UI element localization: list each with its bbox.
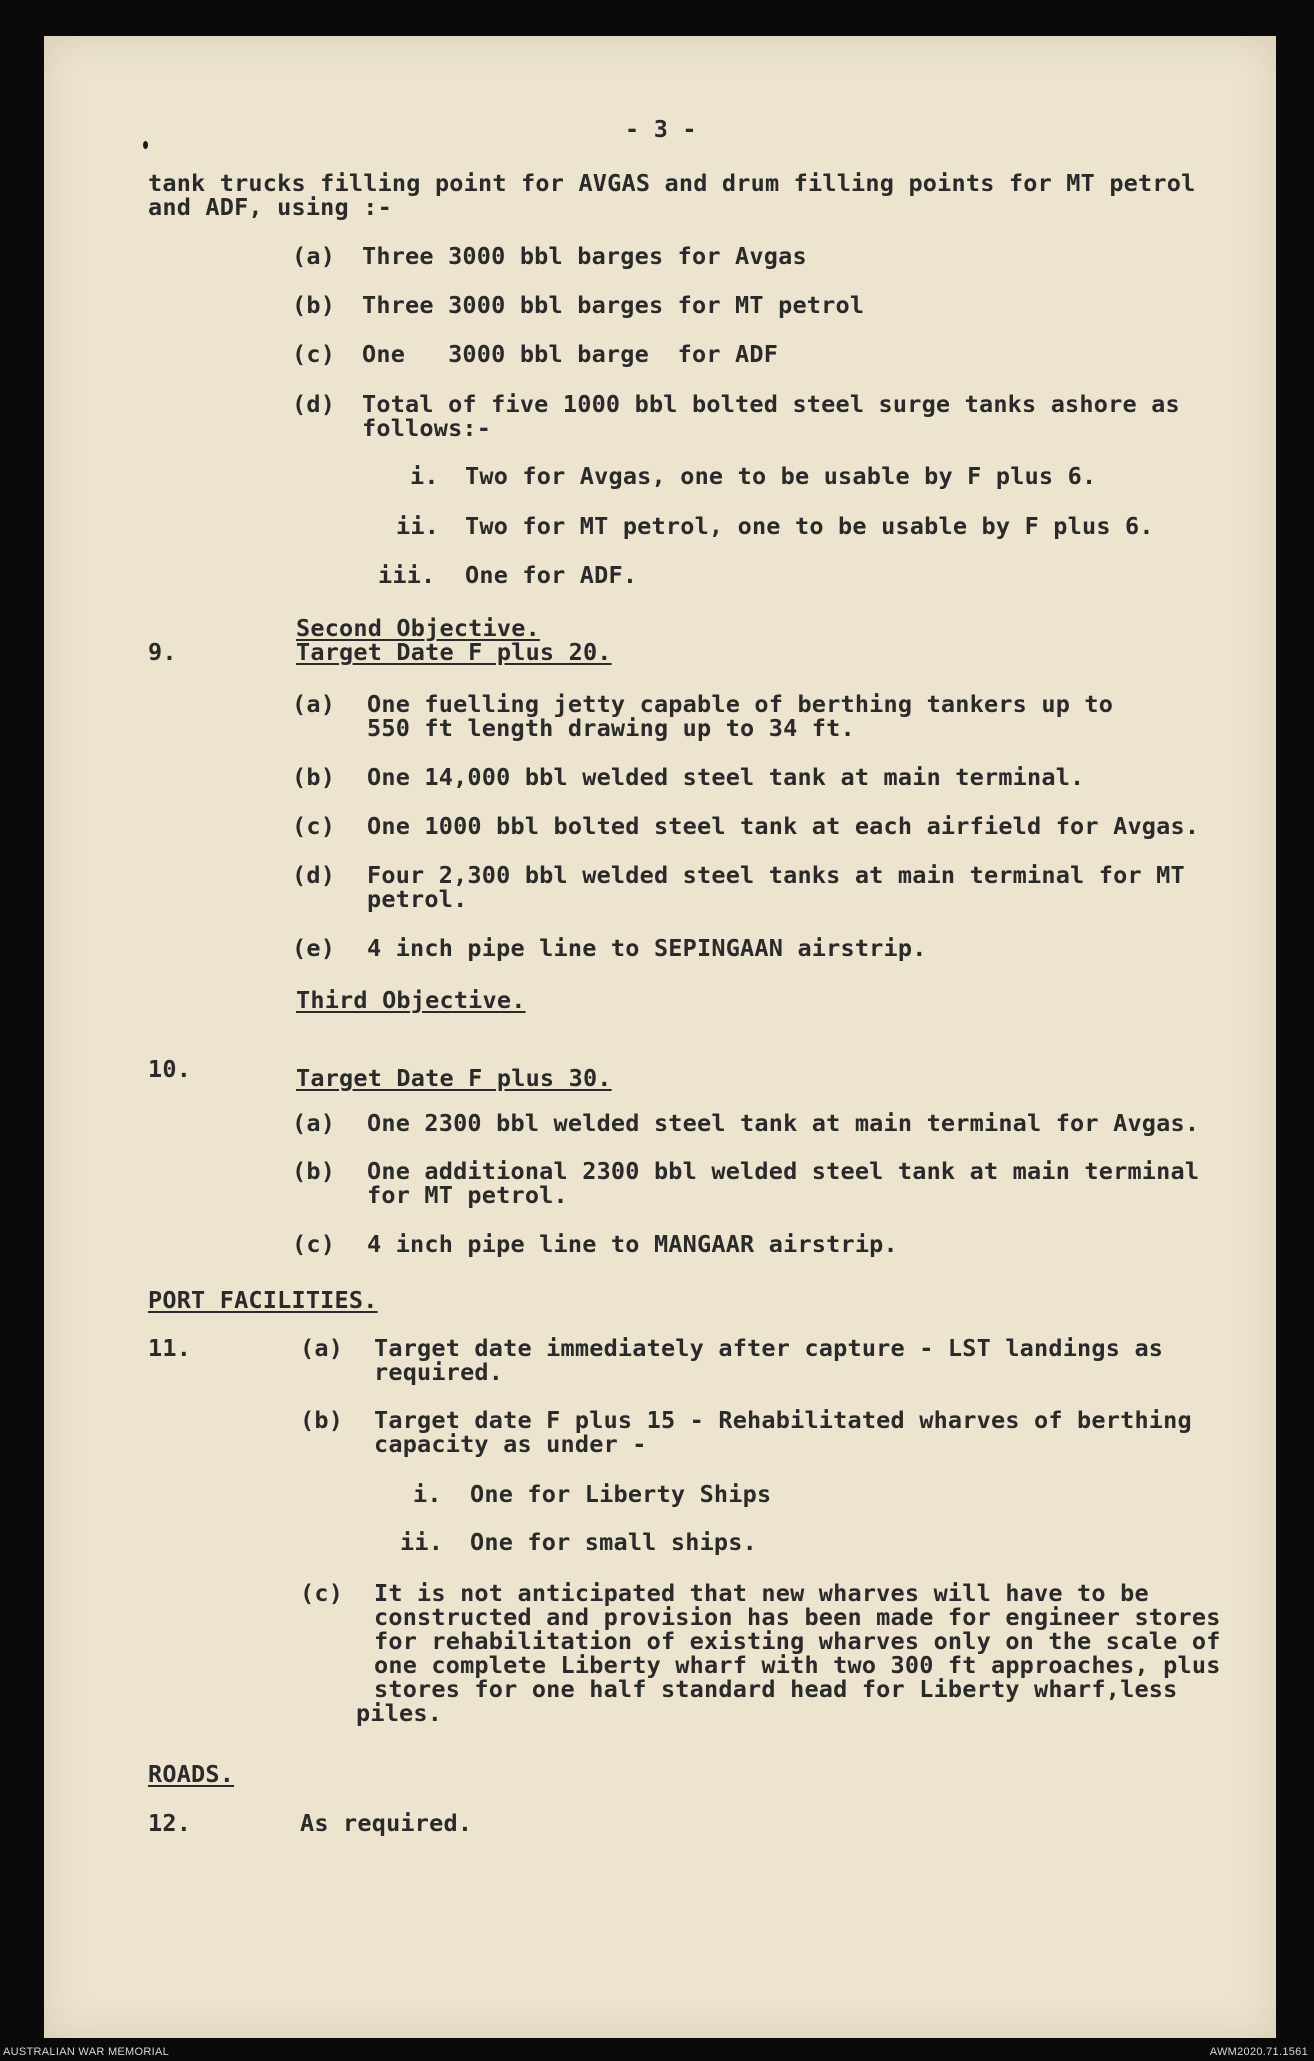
section-heading: Third Objective. xyxy=(296,986,526,1014)
target-date: Target Date F plus 30. xyxy=(296,1064,612,1092)
list-item-text: Four 2,300 bbl welded steel tanks at main terminal for MT xyxy=(367,861,1185,889)
list-item-text: Target date immediately after capture - LST landings as xyxy=(374,1334,1164,1362)
sublist-text: Two for MT petrol, one to be usable by F plus 6. xyxy=(465,512,1154,540)
list-item-text: 4 inch pipe line to MANGAAR airstrip. xyxy=(367,1230,898,1258)
list-item-label: (c) xyxy=(292,1230,336,1258)
document-page xyxy=(44,36,1276,2038)
list-item-text: One 1000 bbl bolted steel tank at each airfield for Avgas. xyxy=(367,812,1200,840)
paragraph-text: As required. xyxy=(300,1809,473,1837)
intro-line: tank trucks filling point for AVGAS and drum filling points for MT petrol xyxy=(148,169,1196,197)
sublist-text: One for ADF. xyxy=(465,561,638,589)
list-item-label: (b) xyxy=(300,1406,344,1434)
list-item-text: Total of five 1000 bbl bolted steel surge tanks ashore as xyxy=(362,390,1180,418)
list-item-text: One 2300 bbl welded steel tank at main terminal for Avgas. xyxy=(367,1109,1200,1137)
list-item-label: (a) xyxy=(292,1109,336,1137)
list-item-text: It is not anticipated that new wharves will have to be xyxy=(374,1579,1149,1607)
list-item-text: for MT petrol. xyxy=(367,1181,568,1209)
section-heading: PORT FACILITIES. xyxy=(148,1286,378,1314)
list-item-text: required. xyxy=(374,1358,504,1386)
section-heading: ROADS. xyxy=(148,1760,235,1788)
ink-speck xyxy=(143,141,148,149)
section-heading: Second Objective. xyxy=(296,614,540,642)
list-item-label: (e) xyxy=(292,934,336,962)
list-item-text: Target date F plus 15 - Rehabilitated wharves of berthing xyxy=(374,1406,1192,1434)
paragraph-number: 12. xyxy=(148,1809,192,1837)
list-item-text: Three 3000 bbl barges for MT petrol xyxy=(362,291,865,319)
intro-line: and ADF, using :- xyxy=(148,193,392,221)
list-item-label: (a) xyxy=(300,1334,344,1362)
list-item-label: (b) xyxy=(292,763,336,791)
sublist-label: ii. xyxy=(400,1528,444,1556)
list-item-text: capacity as under - xyxy=(374,1430,647,1458)
list-item-text: One additional 2300 bbl welded steel tank at main terminal xyxy=(367,1157,1200,1185)
paragraph-number: 9. xyxy=(148,638,177,666)
sublist-label: iii. xyxy=(378,561,436,589)
list-item-label: (d) xyxy=(292,861,336,889)
sublist-text: One for small ships. xyxy=(470,1528,757,1556)
sublist-text: Two for Avgas, one to be usable by F plus 6. xyxy=(465,462,1097,490)
list-item-text: one complete Liberty wharf with two 300 ft approaches, plus xyxy=(374,1651,1221,1679)
list-item-text: petrol. xyxy=(367,885,468,913)
sublist-label: ii. xyxy=(396,512,440,540)
sublist-label: i. xyxy=(410,462,439,490)
list-item-text: 550 ft length drawing up to 34 ft. xyxy=(367,714,855,742)
list-item-text: constructed and provision has been made for engineer stores xyxy=(374,1603,1221,1631)
list-item-label: (d) xyxy=(292,390,336,418)
list-item-text: One 14,000 bbl welded steel tank at main terminal. xyxy=(367,763,1085,791)
paragraph-number: 10. xyxy=(148,1055,192,1083)
list-item-label: (a) xyxy=(292,690,336,718)
list-item-text: One 3000 bbl barge for ADF xyxy=(362,340,779,368)
list-item-label: (b) xyxy=(292,291,336,319)
footer-credit: AUSTRALIAN WAR MEMORIAL xyxy=(3,2046,170,2058)
sublist-label: i. xyxy=(413,1480,442,1508)
sublist-text: One for Liberty Ships xyxy=(470,1480,772,1508)
target-date: Target Date F plus 20. xyxy=(296,638,612,666)
list-item-label: (b) xyxy=(292,1157,336,1185)
list-item-text: piles. xyxy=(356,1699,443,1727)
list-item-label: (a) xyxy=(292,242,336,270)
list-item-text: stores for one half standard head for Liberty wharf,less xyxy=(374,1675,1178,1703)
list-item-label: (c) xyxy=(292,340,336,368)
footer-accession-number: AWM2020.71.1561 xyxy=(1209,2046,1308,2058)
list-item-label: (c) xyxy=(292,812,336,840)
list-item-label: (c) xyxy=(300,1579,344,1607)
list-item-text: follows:- xyxy=(362,414,492,442)
list-item-text: Three 3000 bbl barges for Avgas xyxy=(362,242,807,270)
paragraph-number: 11. xyxy=(148,1334,192,1362)
list-item-text: One fuelling jetty capable of berthing tankers up to xyxy=(367,690,1114,718)
list-item-text: for rehabilitation of existing wharves only on the scale of xyxy=(374,1627,1221,1655)
list-item-text: 4 inch pipe line to SEPINGAAN airstrip. xyxy=(367,934,927,962)
page-number: - 3 - xyxy=(625,115,697,143)
